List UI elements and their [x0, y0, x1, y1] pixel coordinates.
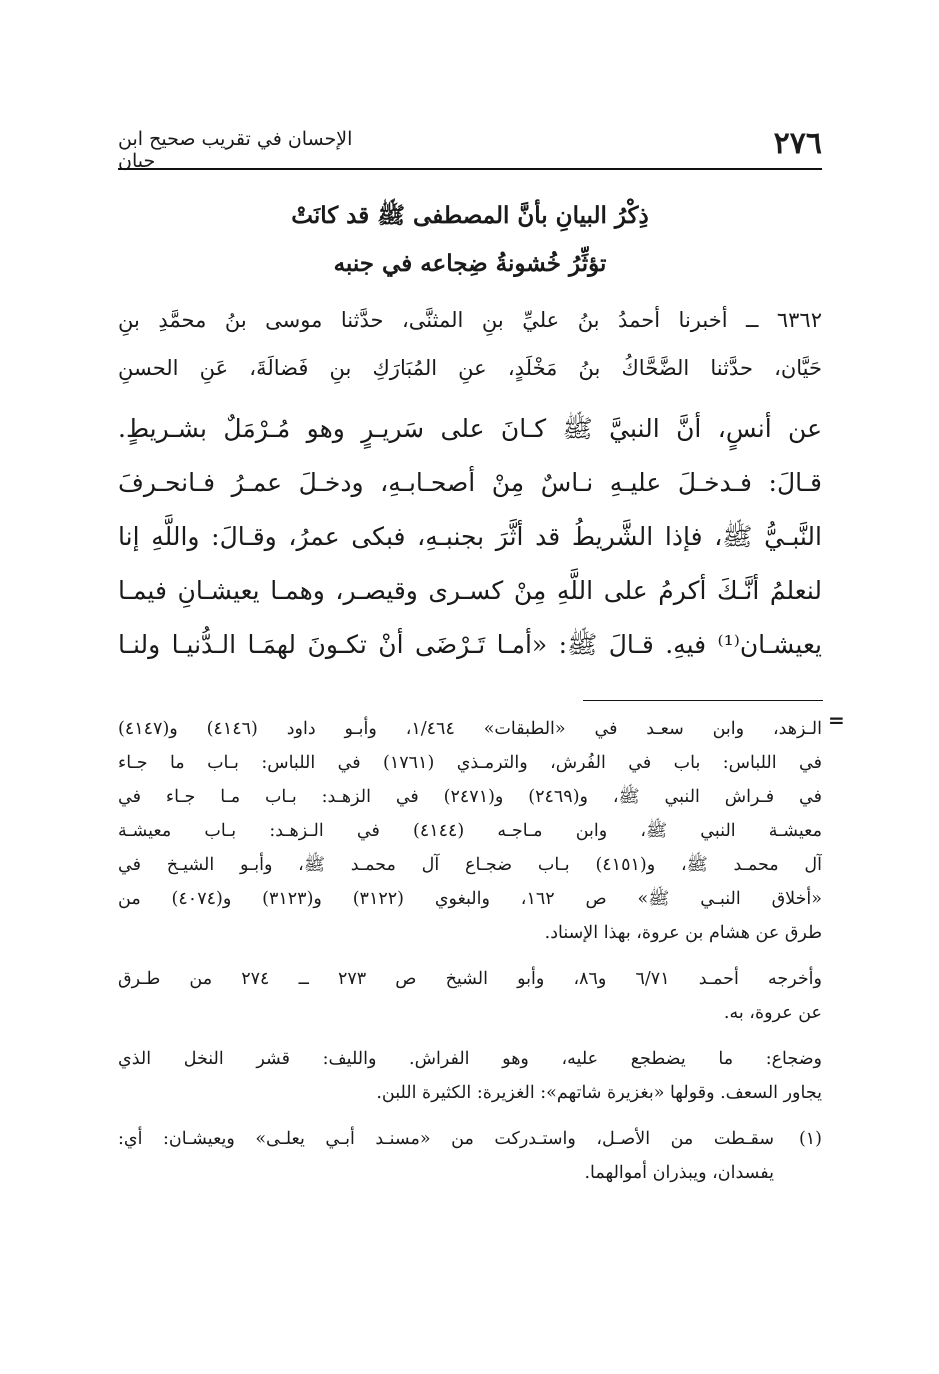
footnote-line: يفسدان، ويبذران أموالهما.	[584, 1163, 774, 1183]
footnote-line: وأخرجه أحمـد ٦/٧١ و٨٦، وأبو الشيخ ص ٢٧٣ ــ ٢٧٤ من طـرق	[118, 969, 822, 989]
footnote-line: معيشـة النبي ﷺ، وابن مـاجـه (٤١٤٤) في الـزهـد: بـاب معيشـة	[118, 821, 822, 841]
footnote-block-sources	[118, 712, 822, 950]
footnote-rule	[583, 700, 823, 701]
footnote-text	[118, 1122, 774, 1190]
footnote-line: «أخلاق النبـي ﷺ» ص ١٦٢، والبغوي (٣١٢٢) و(٣١٢٣) و(٤٠٧٤) من	[118, 889, 822, 909]
footnote-line: يجاور السعف. وقولها «بغزيرة شاتهم»: الغزيرة: الكثيرة اللبن.	[376, 1083, 822, 1103]
footnote-line: في اللباس: باب في الفُرش، والترمـذي (١٧٦١) في اللباس: بـاب ما جـاء	[118, 753, 822, 773]
footnotes	[118, 712, 822, 1190]
matn-line: عن أنسٍ، أنَّ النبيَّ ﷺ كـانَ على سَريـرٍ وهو مُـرْمَلٌ بشـريطٍ.	[118, 414, 822, 443]
footnote-line: الـزهد، وابن سعـد في «الطبقات» ١/٤٦٤، وأبـو داود (٤١٤٦) و(٤١٤٧)	[118, 719, 822, 739]
header-rule	[118, 168, 822, 170]
isnad-line: حَيَّان، حدَّثنا الضَّحَّاكُ بنُ مَخْلَدٍ، عنِ المُبَارَكِ بنِ فَضالَةَ، عَنِ الحسنِ	[118, 356, 822, 380]
footnote-block-glossary	[118, 1042, 822, 1110]
footnote-line: عن عروة، به.	[723, 1003, 822, 1023]
footnote-line: طرق عن هشام بن عروة، بهذا الإسناد.	[544, 923, 822, 943]
footnote-continuation-marker: =	[828, 708, 845, 732]
footnote-line: في فـراش النبي ﷺ، و(٢٤٦٩) و(٢٤٧١) في الزهـد: بـاب مـا جـاء في	[118, 787, 822, 807]
matn-line: النَّبـيُّ ﷺ، فإذا الشَّريطُ قد أثَّرَ بجنبـهِ، فبكى عمرُ، وقـالَ: واللَّهِ إنا	[118, 522, 822, 551]
footnote-line: سقـطت من الأصـل، واستـدركت من «مسنـد أبـي يعلـى» ويعيشـان: أي:	[118, 1129, 774, 1149]
hadith-isnad	[118, 296, 822, 392]
footnote-line: وضجاع: ما يضطجع عليه، وهو الفراش. والليف: قشر النخل الذي	[118, 1049, 822, 1069]
matn-line: يعيشـان⁽¹⁾ فيهِ. قـالَ ﷺ: «أمـا تَـرْضَى أنْ تكـونَ لهمَـا الـدُّنيـا ولنـا	[118, 630, 822, 659]
isnad-line: ٦٣٦٢ ــ أخبرنا أحمدُ بنُ عليِّ بنِ المثنَّى، حدَّثنا موسى بنُ محمَّدِ بنِ	[118, 308, 822, 332]
footnote-line: آل محمـد ﷺ، و(٤١٥١) بـاب ضجـاع آل محمـد ﷺ، وأبـو الشيـخ في	[118, 855, 822, 875]
chapter-heading	[140, 192, 800, 288]
footnote-number: (١)	[798, 1129, 822, 1149]
chapter-heading-line: تؤثِّرُ خُشونةُ ضِجاعه في جنبه	[333, 250, 607, 277]
footnote-block-ahmad	[118, 962, 822, 1030]
page-number: ٢٧٦	[773, 126, 822, 161]
matn-line: قـالَ: فـدخـلَ عليـهِ نـاسٌ مِنْ أصحـابـهِ، ودخـلَ عمـرُ فـانحـرفَ	[118, 468, 822, 497]
matn-line: لنعلمُ أنَّـكَ أكرمُ على اللَّهِ مِنْ كسـرى وقيصـر، وهمـا يعيشـانِ فيمـا	[118, 576, 822, 605]
footnote-1	[118, 1122, 822, 1190]
chapter-heading-line: ذِكْرُ البيانِ بأنَّ المصطفى ﷺ قد كانَتْ	[291, 202, 649, 229]
hadith-matn	[118, 402, 822, 672]
running-title: الإحسان في تقريب صحيح ابن حبان	[118, 128, 353, 172]
